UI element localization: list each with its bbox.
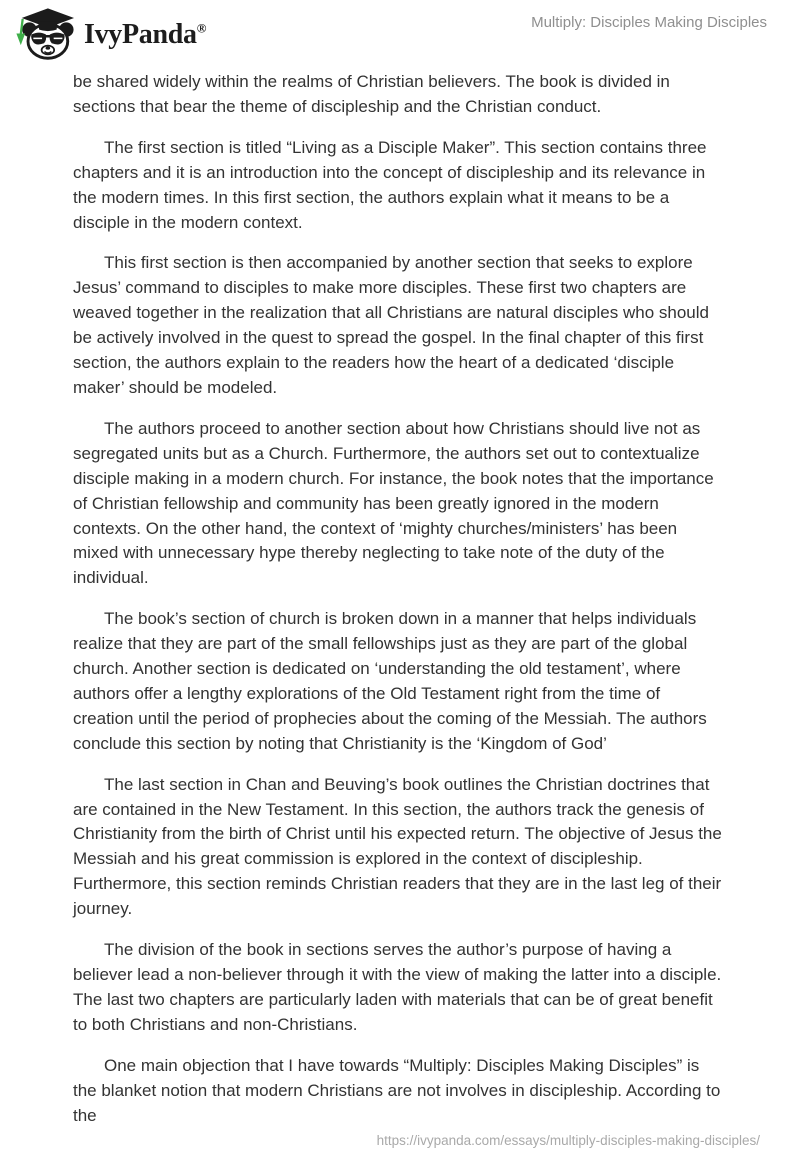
brand-name: IvyPanda [84,18,197,50]
paragraph: The last section in Chan and Beuving’s book outlines the Christian doctrines that are contained in the New Testament. In this section, the authors track the genesis of Christianity from the birth of Christ until his expected return. The objective of Jesus the Messiah and his great commission is explored in the context of discipleship. Furthermore, this section reminds Christian readers that they are in the last leg of their journey. [73,774,722,919]
paragraph: The book’s section of church is broken down in a manner that helps individuals realize that they are part of the small fellowships just as they are part of the global church. Another section is dedicated on ‘understanding the old testament’, where authors offer a lengthy explorations of the Old Testament right from the time of creation until the period of prophecies about the coming of the Messiah. The authors conclude this section by noting that Christianity is the ‘Kingdom of God’ [73,609,707,753]
paragraph: be shared widely within the realms of Christian believers. The book is divided in sections that bear the theme of discipleship and the Christian conduct. [73,72,670,116]
paragraph: This first section is then accompanied by another section that seeks to explore Jesus’ command to disciples to make more disciples. These first two chapters are weaved together in the realization that all Christians are natural disciples who should be actively involved in the quest to spread the gospel. In the final chapter of this first section, the authors explain to the readers how the heart of a dedicated ‘disciple maker’ should be modeled. [73,253,709,397]
paragraph: The authors proceed to another section about how Christians should live not as segregated units but as a Church. Furthermore, the authors set out to contextualize disciple making in a modern church. For instance, the book notes that the importance of Christian fellowship and community has been greatly ignored in the modern contexts. On the other hand, the context of ‘mighty churches/ministers’ has been mixed with unnecessary hype thereby neglecting to take note of the duty of the individual. [73,418,714,588]
paragraph: The first section is titled “Living as a Disciple Maker”. This section contains three chapters and it is an introduction into the concept of discipleship and its relevance in the modern times. In this first section, the authors explain what it means to be a disciple in the modern context. [73,137,707,232]
document-title: Multiply: Disciples Making Disciples [531,14,767,31]
brand-wordmark [84,18,207,50]
source-url-link[interactable]: https://ivypanda.com/essays/multiply-disciples-making-disciples/ [376,1133,760,1148]
paragraph: One main objection that I have towards “Multiply: Disciples Making Disciples” is the blanket notion that modern Christians are not involves in discipleship. According to the [73,1055,721,1125]
registered-trademark-symbol: ® [196,20,207,36]
ivypanda-panda-logo-icon [13,7,75,62]
paragraph: The division of the book in sections serves the author’s purpose of having a believer lead a non-believer through it with the view of making the latter into a disciple. The last two chapters are particularly laden with materials that can be of great benefit to both Christians and non-Christians. [73,940,722,1034]
header [13,7,206,62]
essay-body [73,70,725,1144]
